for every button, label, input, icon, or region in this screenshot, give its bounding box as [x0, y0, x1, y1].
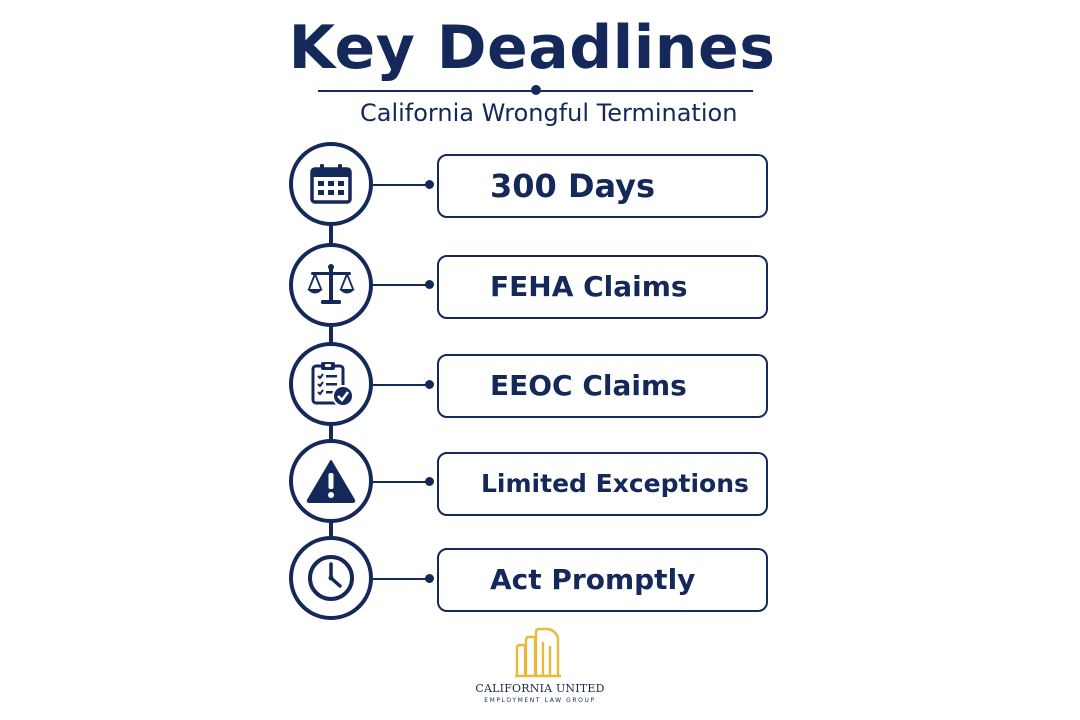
- step-1-icon-circle: [289, 142, 373, 226]
- step-3-connector: [373, 384, 429, 386]
- step-2-label-box: [437, 255, 768, 319]
- step-5-label: Act Promptly: [490, 563, 696, 596]
- warning-triangle-icon: [305, 458, 357, 504]
- step-2-label: FEHA Claims: [490, 270, 688, 303]
- page-title: Key Deadlines: [288, 13, 776, 83]
- page-subtitle: California Wrongful Termination: [360, 99, 738, 127]
- step-4-connector-dot: [425, 477, 434, 486]
- step-5-icon-circle: [289, 536, 373, 620]
- step-1-label: 300 Days: [490, 167, 656, 205]
- clock-icon: [305, 552, 357, 604]
- step-5-connector-dot: [425, 574, 434, 583]
- step-2-connector-dot: [425, 280, 434, 289]
- step-3-connector-dot: [425, 380, 434, 389]
- firm-logo: [440, 620, 640, 720]
- step-5-connector: [373, 578, 429, 580]
- step-2-connector: [373, 284, 429, 286]
- step-4-label-box: [437, 452, 768, 516]
- step-3-icon-circle: [289, 342, 373, 426]
- step-4-icon-circle: [289, 439, 373, 523]
- logo-tagline: EMPLOYMENT LAW GROUP: [484, 697, 596, 704]
- calendar-icon: [307, 160, 355, 208]
- step-3-label: EEOC Claims: [490, 369, 687, 402]
- step-4-connector: [373, 481, 429, 483]
- step-3-label-box: [437, 354, 768, 418]
- logo-firm-name: CALIFORNIA UNITED: [475, 682, 605, 695]
- clipboard-checklist-icon: [306, 359, 356, 409]
- scales-of-justice-icon: [304, 261, 358, 309]
- step-1-connector: [373, 184, 429, 186]
- step-1-connector-dot: [425, 180, 434, 189]
- step-2-icon-circle: [289, 243, 373, 327]
- building-logo-icon: [513, 626, 567, 678]
- title-divider-dot: [531, 85, 541, 95]
- step-5-label-box: [437, 548, 768, 612]
- step-4-label: Limited Exceptions: [481, 469, 749, 498]
- step-1-label-box: [437, 154, 768, 218]
